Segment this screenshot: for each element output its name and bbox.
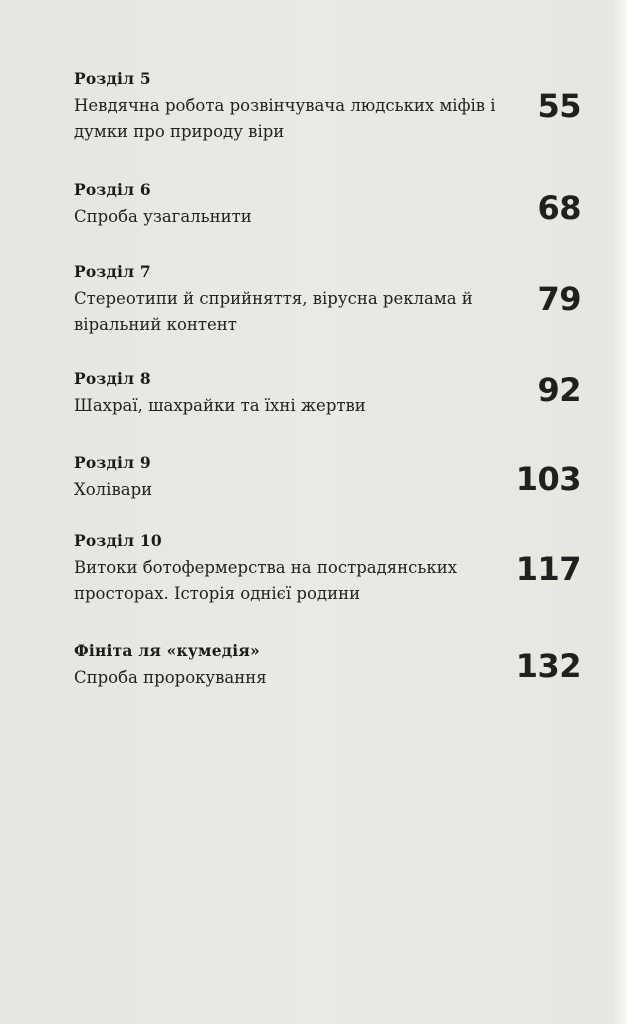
page-edge bbox=[613, 0, 627, 1024]
page-number: 132 bbox=[515, 647, 581, 685]
chapter-title: Стереотипи й сприйняття, вірусна реклама й віральний контент bbox=[74, 289, 473, 334]
table-of-contents bbox=[74, 70, 594, 702]
page-number: 103 bbox=[515, 460, 581, 498]
page-number: 79 bbox=[537, 280, 581, 318]
page-number: 55 bbox=[537, 87, 581, 125]
chapter-title: Невдячна робота розвінчувача людських міфів і думки про природу віри bbox=[74, 96, 496, 141]
chapter-label: Фініта ля «кумедія» bbox=[74, 641, 260, 660]
chapter-label: Розділ 5 bbox=[74, 69, 151, 88]
chapter-title: Холівари bbox=[74, 480, 153, 499]
toc-entry-chapter-8 bbox=[74, 370, 594, 454]
toc-entry-chapter-6 bbox=[74, 181, 594, 263]
chapter-label: Розділ 7 bbox=[74, 262, 151, 281]
toc-entry-chapter-10 bbox=[74, 532, 594, 642]
toc-entry-chapter-7 bbox=[74, 263, 594, 370]
chapter-title: Спроба узагальнити bbox=[74, 207, 252, 226]
page-number: 68 bbox=[537, 189, 581, 227]
toc-entry-finale bbox=[74, 642, 594, 702]
toc-entry-chapter-9 bbox=[74, 454, 594, 532]
page-number: 117 bbox=[515, 550, 581, 588]
page-number: 92 bbox=[537, 371, 581, 409]
toc-entry-chapter-5 bbox=[74, 70, 594, 181]
chapter-label: Розділ 6 bbox=[74, 180, 151, 199]
chapter-title: Спроба пророкування bbox=[74, 668, 267, 687]
chapter-label: Розділ 10 bbox=[74, 531, 162, 550]
chapter-title: Витоки ботофермерства на пострадянських просторах. Історія однієї родини bbox=[74, 558, 457, 603]
chapter-title: Шахраї, шахрайки та їхні жертви bbox=[74, 396, 366, 415]
chapter-label: Розділ 9 bbox=[74, 453, 151, 472]
chapter-label: Розділ 8 bbox=[74, 369, 151, 388]
